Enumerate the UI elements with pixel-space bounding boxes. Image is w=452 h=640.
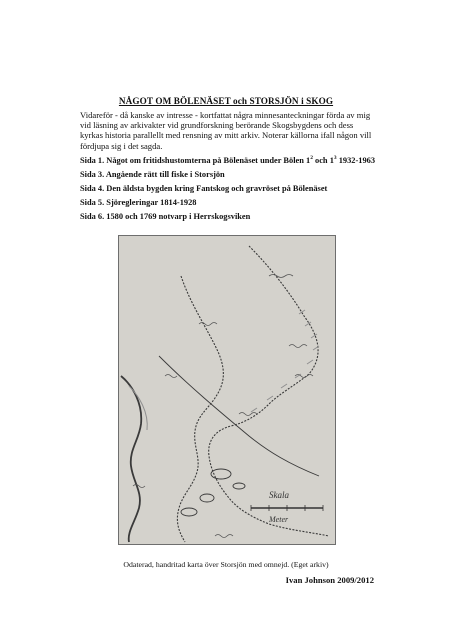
toc-item-text: och 1 <box>312 156 334 165</box>
scale-unit: Meter <box>269 515 289 524</box>
toc-item <box>80 154 380 168</box>
document-title: NÅGOT OM BÖLENÄSET och STORSJÖN i SKOG <box>118 96 334 106</box>
toc-item-text: Sida 1. Något om fritidshustomterna på Bölenäset under Bölen 1 <box>80 156 311 165</box>
toc-item-text: 1932-1963 <box>336 156 376 165</box>
toc-superscript: 2 <box>310 155 313 162</box>
toc-item: Sida 4. Den äldsta bygden kring Fantskog och gravröset på Bölenäset <box>80 184 328 193</box>
paper-texture <box>119 236 335 544</box>
handdrawn-map <box>118 235 336 545</box>
toc-superscript: 3 <box>333 155 337 162</box>
map-caption: Odaterad, handritad karta över Storsjön med omnejd. (Eget arkiv) <box>123 560 329 569</box>
toc-item: Sida 3. Angående rätt till fiske i Storsjön <box>80 170 225 179</box>
author-line: Ivan Johnson 2009/2012 <box>285 575 374 585</box>
table-of-contents <box>80 154 380 224</box>
toc-item: Sida 6. 1580 och 1769 notvarp i Herrskogsviken <box>80 212 251 221</box>
scale-label: Skala <box>269 490 289 500</box>
toc-item: Sida 5. Sjöregleringar 1814-1928 <box>80 198 197 207</box>
intro-paragraph: Vidareför - då kanske av intresse - kortfattat några minnesanteckningar förda av mig vid läsning av arkivakter vid grundforskning berörande Skogsbygdens och dess kyrkas historia parallellt med rensning av mitt arkiv. Noterar källorna ifall någon vill fördjupa sig i det sagda. <box>80 110 372 151</box>
map-drawing <box>119 236 335 544</box>
